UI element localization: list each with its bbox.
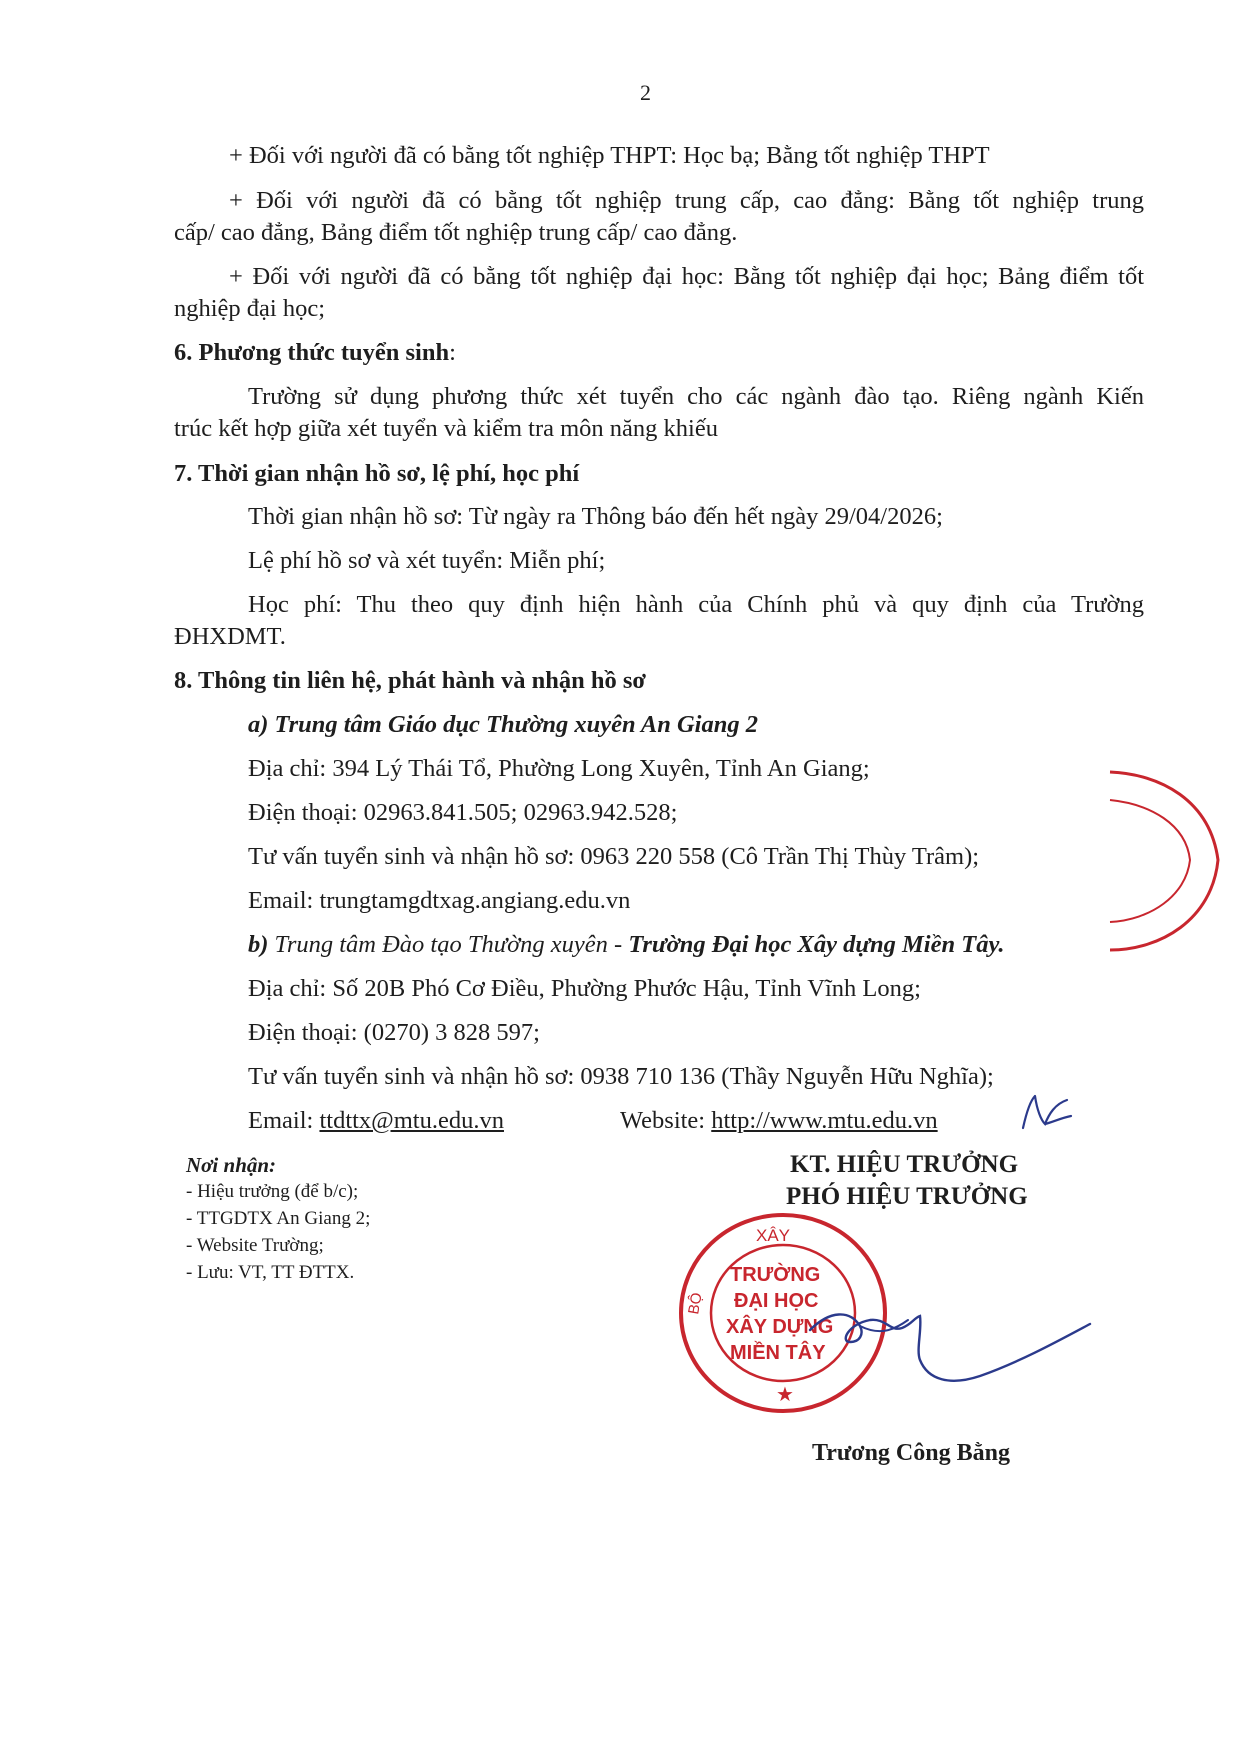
- application-fee: Lệ phí hồ sơ và xét tuyển: Miễn phí;: [248, 547, 606, 574]
- page-seal-partial: [1100, 760, 1241, 960]
- stamp-line-2: ĐẠI HỌC: [734, 1290, 819, 1312]
- initials-mark: [1015, 1090, 1075, 1134]
- section6-line1: Trường sử dụng phương thức xét tuyển cho các ngành đào tạo. Riêng ngành Kiến: [248, 383, 1144, 410]
- website-link[interactable]: http://www.mtu.edu.vn: [711, 1107, 938, 1134]
- recipient-item: - TTGDTX An Giang 2;: [186, 1208, 371, 1229]
- center-a-consult: Tư vấn tuyển sinh và nhận hồ sơ: 0963 220 558 (Cô Trần Thị Thùy Trâm);: [248, 843, 980, 870]
- center-b-phone: Điện thoại: (0270) 3 828 597;: [248, 1019, 540, 1046]
- center-a-address: Địa chỉ: 394 Lý Thái Tổ, Phường Long Xuyên, Tỉnh An Giang;: [248, 755, 870, 782]
- email-link[interactable]: ttdttx@mtu.edu.vn: [319, 1107, 504, 1134]
- recipient-item: - Website Trường;: [186, 1235, 324, 1256]
- stamp-star-icon: ★: [776, 1384, 794, 1406]
- receive-time: Thời gian nhận hồ sơ: Từ ngày ra Thông báo đến hết ngày 29/04/2026;: [248, 503, 943, 530]
- recipient-item: - Lưu: VT, TT ĐTTX.: [186, 1262, 355, 1283]
- center-a-title: a) Trung tâm Giáo dục Thường xuyên An Giang 2: [248, 711, 758, 738]
- tuition-line2: ĐHXDMT.: [174, 623, 286, 650]
- center-b-website-row: Website: http://www.mtu.edu.vn: [620, 1107, 938, 1134]
- tuition-line1: Học phí: Thu theo quy định hiện hành của Chính phủ và quy định của Trường: [248, 591, 1144, 618]
- section8-heading: 8. Thông tin liên hệ, phát hành và nhận hồ sơ: [174, 667, 646, 694]
- section6-line2: trúc kết hợp giữa xét tuyển và kiểm tra môn năng khiếu: [174, 415, 718, 442]
- signature-title-1: KT. HIỆU TRƯỞNG: [790, 1151, 1019, 1178]
- center-b-email-row: Email: ttdttx@mtu.edu.vn: [248, 1107, 504, 1134]
- item-thpt: + Đối với người đã có bằng tốt nghiệp THPT: Học bạ; Bằng tốt nghiệp THPT: [229, 142, 990, 169]
- handwritten-signature: [790, 1290, 1110, 1400]
- recipients-heading: Nơi nhận:: [186, 1153, 277, 1177]
- stamp-left-text: BỘ: [685, 1291, 706, 1316]
- section6-heading: 6. Phương thức tuyển sinh:: [174, 339, 456, 366]
- stamp-line-4: MIỀN TÂY: [730, 1342, 826, 1364]
- center-a-phone: Điện thoại: 02963.841.505; 02963.942.528;: [248, 799, 678, 826]
- stamp-line-3: XÂY DỰNG: [726, 1316, 834, 1338]
- item-dai-hoc-line2: nghiệp đại học;: [174, 295, 326, 322]
- item-trung-cap-line1: + Đối với người đã có bằng tốt nghiệp trung cấp, cao đẳng: Bằng tốt nghiệp trung: [229, 187, 1144, 214]
- recipient-item: - Hiệu trưởng (để b/c);: [186, 1181, 359, 1202]
- page-number: 2: [640, 80, 651, 105]
- stamp-line-1: TRƯỜNG: [730, 1264, 821, 1286]
- center-b-address: Địa chỉ: Số 20B Phó Cơ Điều, Phường Phước Hậu, Tỉnh Vĩnh Long;: [248, 975, 921, 1002]
- center-b-title: b) Trung tâm Đào tạo Thường xuyên - Trường Đại học Xây dựng Miền Tây.: [248, 931, 1005, 958]
- signature-title-2: PHÓ HIỆU TRƯỞNG: [786, 1183, 1028, 1210]
- center-b-consult: Tư vấn tuyển sinh và nhận hồ sơ: 0938 710 136 (Thầy Nguyễn Hữu Nghĩa);: [248, 1063, 994, 1090]
- signer-name: Trương Công Bằng: [812, 1440, 1010, 1466]
- item-dai-hoc-line1: + Đối với người đã có bằng tốt nghiệp đại học: Bằng tốt nghiệp đại học; Bảng điểm tốt: [229, 263, 1144, 290]
- center-a-email: Email: trungtamgdtxag.angiang.edu.vn: [248, 887, 631, 914]
- section7-heading: 7. Thời gian nhận hồ sơ, lệ phí, học phí: [174, 460, 580, 487]
- item-trung-cap-line2: cấp/ cao đẳng, Bảng điểm tốt nghiệp trung cấp/ cao đẳng.: [174, 219, 738, 246]
- stamp-top-text: XÂY: [756, 1226, 791, 1245]
